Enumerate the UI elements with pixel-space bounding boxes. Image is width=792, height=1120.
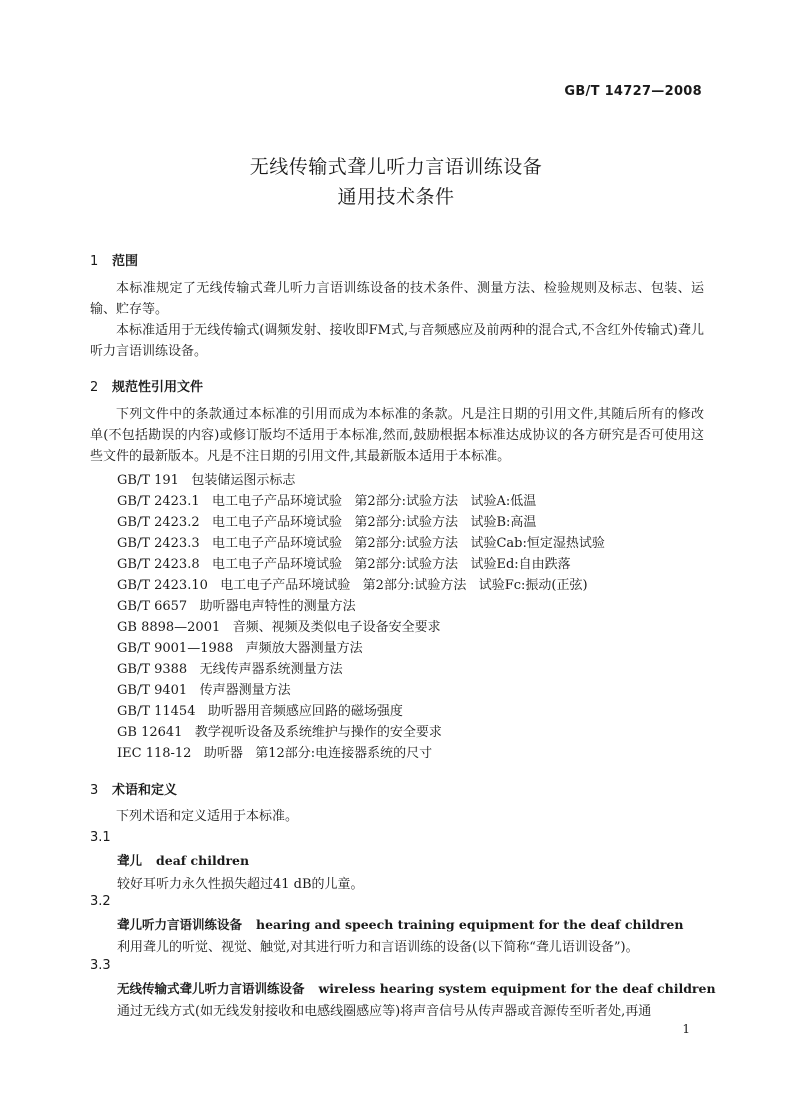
reference-item: IEC 118-12 助听器 第12部分:电连接器系统的尺寸 — [117, 746, 433, 761]
reference-item: GB 8898—2001 音频、视频及类似电子设备安全要求 — [117, 620, 441, 635]
section-heading-2 — [90, 376, 203, 395]
paragraph: 本标准规定了无线传输式聋儿听力言语训练设备的技术条件、测量方法、检验规则及标志、包装、运输、贮存等。 — [90, 281, 704, 317]
term-number: 3.3 — [90, 958, 111, 973]
reference-item: GB/T 2423.8 电工电子产品环境试验 第2部分:试验方法 试验Ed:自由跌落 — [117, 557, 571, 572]
term-definition: 较好耳听力永久性损失超过41 dB的儿童。 — [117, 877, 364, 892]
reference-item: GB/T 9401 传声器测量方法 — [117, 683, 291, 698]
reference-item: GB/T 2423.3 电工电子产品环境试验 第2部分:试验方法 试验Cab:恒定湿热试验 — [117, 536, 605, 551]
reference-item: GB/T 11454 助听器用音频感应回路的磁场强度 — [117, 704, 403, 719]
section-number: 3 — [90, 783, 99, 798]
term-en: deaf children — [156, 853, 250, 868]
term-number: 3.2 — [90, 894, 111, 909]
term-zh: 无线传输式聋儿听力言语训练设备 — [117, 981, 305, 996]
reference-item: GB/T 9001—1988 声频放大器测量方法 — [117, 641, 363, 656]
reference-item: GB/T 6657 助听器电声特性的测量方法 — [117, 599, 356, 614]
section-heading-1 — [90, 250, 138, 269]
term-title — [117, 851, 249, 869]
section-number: 2 — [90, 380, 99, 395]
reference-item: GB/T 2423.1 电工电子产品环境试验 第2部分:试验方法 试验A:低温 — [117, 494, 537, 509]
reference-item: GB 12641 教学视听设备及系统维护与操作的安全要求 — [117, 725, 442, 740]
paragraph: 本标准适用于无线传输式(调频发射、接收即FM式,与音频感应及前两种的混合式,不含红外传输式)聋儿听力言语训练设备。 — [90, 323, 704, 359]
section-heading-3 — [90, 779, 177, 798]
document-subtitle: 通用技术条件 — [337, 186, 455, 208]
term-title — [117, 979, 716, 997]
reference-item: GB/T 2423.10 电工电子产品环境试验 第2部分:试验方法 试验Fc:振动(正弦) — [117, 578, 588, 593]
term-zh: 聋儿 — [117, 853, 143, 868]
paragraph: 下列术语和定义适用于本标准。 — [116, 809, 299, 824]
standard-number: GB/T 14727—2008 — [564, 84, 702, 99]
term-zh: 聋儿听力言语训练设备 — [117, 917, 243, 932]
term-number: 3.1 — [90, 830, 111, 845]
term-definition: 利用聋儿的听觉、视觉、触觉,对其进行听力和言语训练的设备(以下简称“聋儿语训设备”)。 — [117, 940, 639, 955]
reference-item: GB/T 9388 无线传声器系统测量方法 — [117, 662, 343, 677]
term-en: wireless hearing system equipment for the deaf children — [318, 981, 716, 996]
term-definition: 通过无线方式(如无线发射接收和电感线圈感应等)将声音信号从传声器或音源传至听者处,再通 — [117, 1004, 652, 1019]
section-title: 术语和定义 — [112, 783, 178, 798]
section-number: 1 — [90, 254, 99, 269]
reference-item: GB/T 191 包装储运图示标志 — [117, 473, 296, 488]
page-number: 1 — [682, 1022, 690, 1036]
section-title: 范围 — [112, 254, 139, 269]
term-title — [117, 915, 683, 933]
section-title: 规范性引用文件 — [112, 380, 204, 395]
term-en: hearing and speech training equipment for the deaf children — [256, 917, 684, 932]
paragraph: 下列文件中的条款通过本标准的引用而成为本标准的条款。凡是注日期的引用文件,其随后所有的修改单(不包括勘误的内容)或修订版均不适用于本标准,然而,鼓励根据本标准达成协议的各方研究是否可使用这些文件的最新版本。凡是不注日期的引用文件,其最新版本适用于本标准。 — [90, 407, 704, 464]
document-title: 无线传输式聋儿听力言语训练设备 — [249, 156, 543, 178]
reference-item: GB/T 2423.2 电工电子产品环境试验 第2部分:试验方法 试验B:高温 — [117, 515, 537, 530]
